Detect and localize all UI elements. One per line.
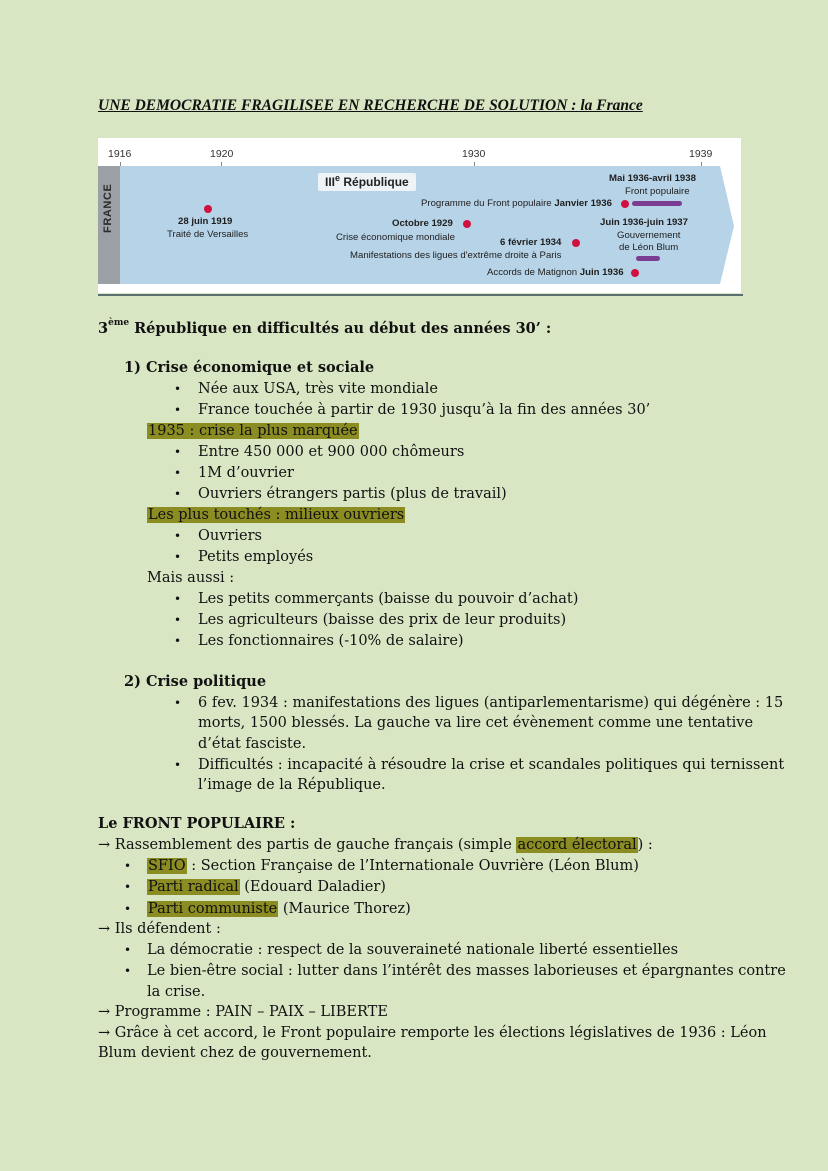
bullet-icon: • (174, 696, 182, 710)
bullet-icon: • (174, 487, 182, 501)
event-feb1934-label: Manifestations des ligues d'extrême droite à Paris (350, 250, 562, 261)
bullet-icon: • (174, 466, 182, 480)
list-item: Le bien-être social : lutter dans l’intérêt des masses laborieuses et épargnantes contre (147, 963, 786, 979)
list-item: Ouvriers (198, 528, 262, 544)
event-fp-label: Front populaire (625, 186, 690, 197)
event-fp-dates: Mai 1936-avril 1938 (609, 173, 696, 184)
front-line-result: → Grâce à cet accord, le Front populaire remporte les élections législatives de 1936 : Léon (98, 1025, 767, 1041)
list-item: Entre 450 000 et 900 000 chômeurs (198, 444, 465, 460)
front-line-programme: → Programme : PAIN – PAIX – LIBERTE (98, 1004, 388, 1020)
list-item: Petits employés (198, 549, 314, 565)
list-item: Née aux USA, très vite mondiale (198, 381, 438, 397)
party-item: SFIO : Section Française de l’Internationale Ouvrière (Léon Blum) (148, 858, 639, 874)
bullet-icon: • (174, 592, 182, 606)
paragraph-line: d’état fasciste. (198, 736, 307, 752)
front-line-rassemblement: → Rassemblement des partis de gauche français (simple accord électoral) : (98, 837, 653, 853)
year-1916: 1916 (108, 148, 132, 160)
event-oct1929-date: Octobre 1929 (392, 218, 453, 229)
page-title: UNE DEMOCRATIE FRAGILISEE EN RECHERCHE DE SOLUTION : la France (98, 97, 643, 114)
subheading-mais-aussi: Mais aussi : (147, 570, 235, 586)
bullet-icon: • (174, 613, 182, 627)
bullet-icon: • (124, 943, 132, 957)
subheading-plus-touches: Les plus touchés : milieux ouvriers (148, 507, 405, 523)
list-item: France touchée à partir de 1930 jusqu’à la fin des années 30’ (198, 402, 651, 418)
bullet-icon: • (174, 758, 182, 772)
section-heading-third-republic: 3ème République en difficultés au début des années 30’ : (98, 318, 552, 337)
paragraph-line: 6 fev. 1934 : manifestations des ligues (antiparlementarisme) qui dégénère : 15 (198, 695, 784, 711)
event-versailles-date: 28 juin 1919 (178, 216, 233, 227)
bullet-icon: • (174, 445, 182, 459)
event-oct1929-label: Crise économique mondiale (336, 232, 455, 243)
year-1939: 1939 (689, 148, 713, 160)
bullet-icon: • (124, 880, 132, 894)
list-item-continued: la crise. (147, 984, 206, 1000)
bullet-icon: • (124, 964, 132, 978)
timeline-country-label: FRANCE (102, 183, 114, 233)
paragraph-line: morts, 1500 blessés. La gauche va lire cet évènement comme une tentative (198, 715, 754, 731)
bullet-icon: • (124, 902, 132, 916)
front-line-result-continued: Blum devient chez de gouvernement. (98, 1045, 372, 1061)
period-label: IIIe République (318, 173, 416, 191)
event-blum-dates: Juin 1936-juin 1937 (600, 217, 688, 228)
list-item: Les petits commerçants (baisse du pouvoir d’achat) (198, 591, 579, 607)
event-programme: Programme du Front populaire Janvier 1936 (421, 198, 612, 209)
year-1930: 1930 (462, 148, 486, 160)
bullet-icon: • (174, 529, 182, 543)
paragraph-line: l’image de la République. (198, 777, 386, 793)
list-item: 1M d’ouvrier (198, 465, 294, 481)
list-item: Les agriculteurs (baisse des prix de leur produits) (198, 612, 567, 628)
heading-crise-economique: 1) Crise économique et sociale (124, 359, 375, 376)
heading-crise-politique: 2) Crise politique (124, 673, 267, 690)
event-blum-label1: Gouvernement (617, 230, 681, 241)
event-matignon: Accords de Matignon Juin 1936 (487, 267, 624, 278)
bullet-icon: • (174, 634, 182, 648)
subheading-1935: 1935 : crise la plus marquée (148, 423, 358, 439)
event-blum-label2: de Léon Blum (619, 242, 679, 253)
party-item: Parti radical (Edouard Daladier) (148, 879, 386, 895)
year-1920: 1920 (210, 148, 234, 160)
bullet-icon: • (174, 403, 182, 417)
front-line-defendent: → Ils défendent : (98, 921, 221, 937)
bullet-icon: • (174, 382, 182, 396)
list-item: Ouvriers étrangers partis (plus de travail) (198, 486, 507, 502)
heading-front-populaire: Le FRONT POPULAIRE : (98, 815, 296, 832)
list-item: La démocratie : respect de la souveraineté nationale liberté essentielles (147, 942, 679, 958)
list-item: Les fonctionnaires (-10% de salaire) (198, 633, 464, 649)
event-feb1934-date: 6 février 1934 (500, 237, 562, 248)
party-item: Parti communiste (Maurice Thorez) (148, 901, 411, 917)
bullet-icon: • (174, 550, 182, 564)
bullet-icon: • (124, 859, 132, 873)
event-versailles-label: Traité de Versailles (167, 229, 249, 240)
paragraph-line: Difficultés : incapacité à résoudre la crise et scandales politiques qui ternissent (198, 757, 785, 773)
